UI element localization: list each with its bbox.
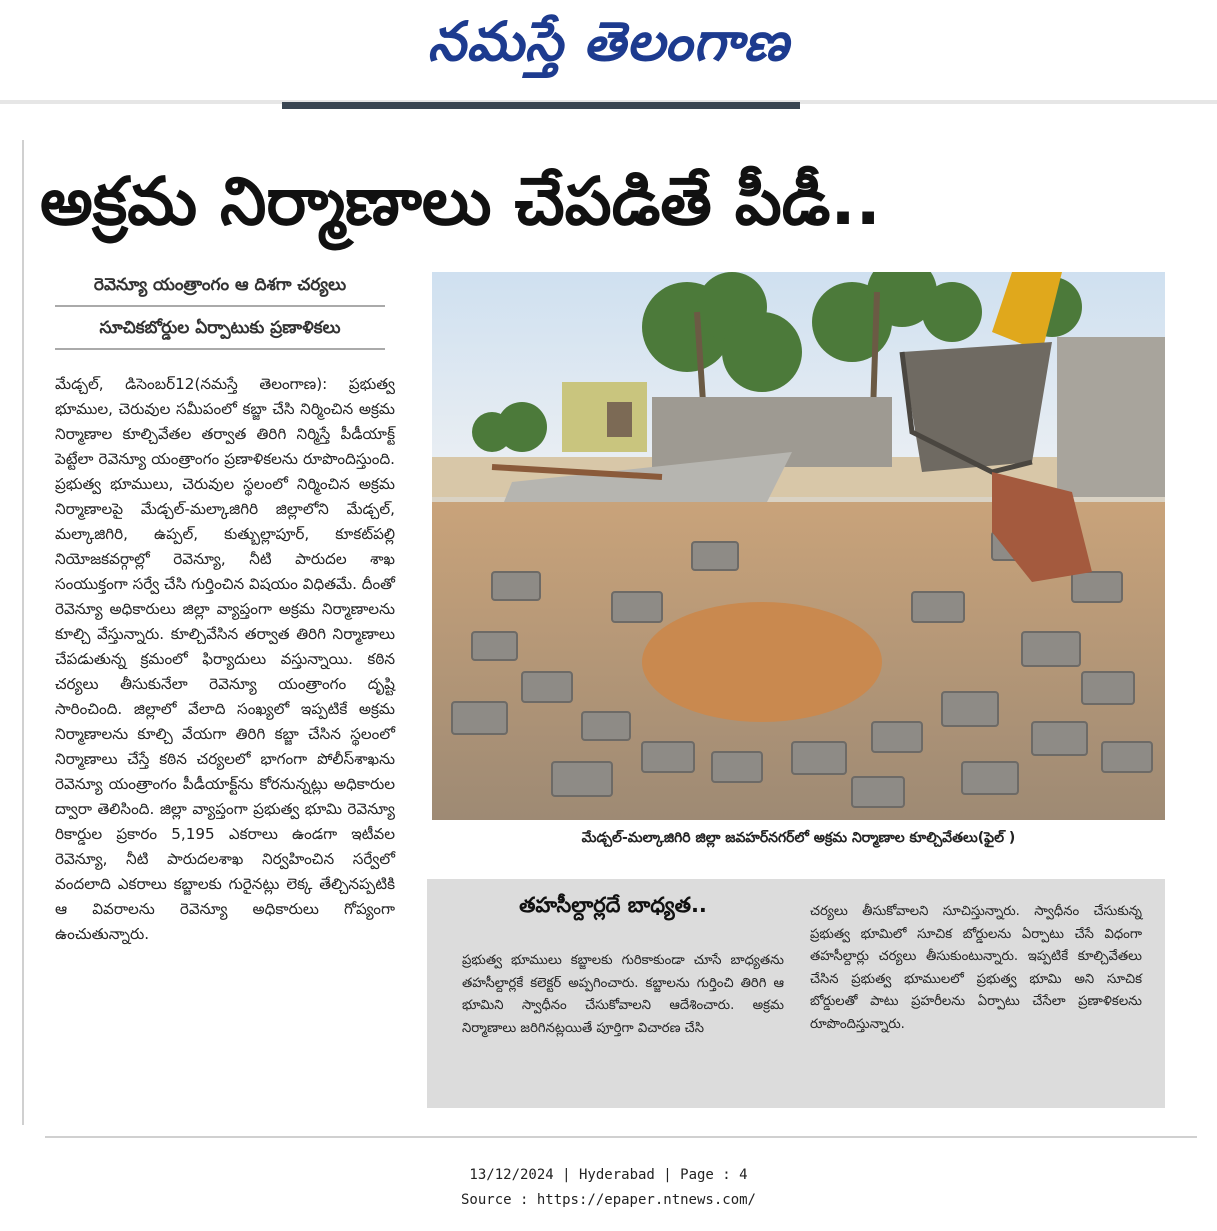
footer-dateline: 13/12/2024 | Hyderabad | Page : 4 [469, 1167, 748, 1183]
masthead [0, 0, 1217, 100]
sidebar-box-text-column-1: ప్రభుత్వ భూములు కబ్జాలకు గురికాకుండా చూసే బాధ్యతను తహసీల్దార్లకే కలెక్టర్ అప్పగించారు. కబ్జాలను గుర్తించి తిరిగి ఆ భూమిని స్వాధీనం చేసుకోవాలని ఆదేశించారు. అక్రమ నిర్మాణాలు జరిగినట్లయితే పూర్తిగా విచారణ చేసి [462, 953, 784, 1036]
demolition-photo [432, 272, 1165, 820]
article-frame-bottom [45, 1136, 1197, 1138]
article-body: మేడ్చల్, డిసెంబర్12(నమస్తే తెలంగాణ): ప్రభుత్వ భూముల, చెరువుల సమీపంలో కబ్జా చేసి నిర్మించిన అక్రమ నిర్మాణాల కూల్చివేతల తర్వాత తిరిగి నిర్మిస్తే పీడీయాక్ట్ పెట్టేలా రెవెన్యూ యంత్రాంగం ప్రణాళికలను రూపొందిస్తుంది. ప్రభుత్వ భూములు, చెరువుల స్థలంలో నిర్మించిన అక్రమ నిర్మాణాలపై మేడ్చల్-మల్కాజిగిరి జిల్లాలోని మేడ్చల్, మల్కాజిగిరి, ఉప్పల్, కుత్బుల్లాపూర్, కూకట్‌పల్లి నియోజకవర్గాల్లో రెవెన్యూ, నీటి పారుదల శాఖ సంయుక్తంగా సర్వే చేసి గుర్తించిన విషయం విధితమే. దీంతో రెవెన్యూ అధికారులు జిల్లా వ్యాప్తంగా అక్రమ నిర్మాణాలను కూల్చి వేస్తున్నారు. కూల్చివేసిన తర్వాత తిరిగి నిర్మాణాలు చేపడుతున్న క్రమంలో ఫిర్యాదులు వస్తున్నాయి. కఠిన చర్యలు తీసుకునేలా రెవెన్యూ యంత్రాంగం దృష్టి సారించింది. జిల్లాలో వేలాది సంఖ్యలో ఇప్పటికే అక్రమ నిర్మాణాలను కూల్చి వేయగా తిరిగి కబ్జా చేసిన స్థలంలో నిర్మాణాలు చేస్తే కఠిన చర్యలలో భాగంగా పోలీస్‌శాఖను రెవెన్యూ యంత్రాంగం పీడీయాక్ట్‌ను కోరనున్నట్లు అధికారుల ద్వారా తెలిసింది. జిల్లా వ్యాప్తంగా ప్రభుత్వ భూమి రెవెన్యూ రికార్డుల ప్రకారం 5,195 ఎకరాలు ఉండగా ఇటీవల రెవెన్యూ, నీటి పారుదలశాఖ నిర్వహించిన సర్వేలో వందలాది ఎకరాలు కబ్జాలకు గురైనట్లు లెక్క తేల్చినప్పటికి ఆ వివరాలను రెవెన్యూ అధికారులు గోప్యంగా ఉంచుతున్నారు. [55, 375, 396, 943]
masthead-bar [282, 102, 800, 109]
article-frame-left [22, 140, 24, 1125]
newspaper-logo: నమస్తే తెలంగాణ [427, 10, 790, 73]
photo-caption: మేడ్చల్-మల్కాజిగిరి జిల్లా జవహర్‌నగర్‌లో అక్రమ నిర్మాణాల కూల్చివేతలు(ఫైల్ ) [581, 830, 1016, 846]
article-subhead-1: రెవెన్యూ యంత్రాంగం ఆ దిశగా చర్యలు [55, 275, 385, 307]
article-subhead-2: సూచికబోర్డుల ఏర్పాటుకు ప్రణాళికలు [55, 318, 385, 350]
sidebar-box-title: తహసీల్దార్లదే బాధ్యత.. [519, 893, 707, 917]
article-headline: అక్రమ నిర్మాణాలు చేపడితే పీడీ.. [40, 163, 881, 240]
sidebar-box-text-column-2: చర్యలు తీసుకోవాలని సూచిస్తున్నారు. స్వాధీనం చేసుకున్న ప్రభుత్వ భూమిలో సూచిక బోర్డులను ఏర్పాటు చేసే విధంగా తహసీల్దార్లు చర్యలు తీసుకుంటున్నారు. ఇప్పటికే కూల్చివేతలు చేసిన ప్రభుత్వ భూములలో ప్రభుత్వ భూమి అని సూచిక బోర్డులతో పాటు ప్రహరీలను ఏర్పాటు చేసేలా ప్రణాళికలను రూపొందిస్తున్నారు. [810, 904, 1142, 1032]
footer-source: Source : https://epaper.ntnews.com/ [460, 1192, 756, 1208]
demolition-photo-illustration [432, 272, 1165, 820]
